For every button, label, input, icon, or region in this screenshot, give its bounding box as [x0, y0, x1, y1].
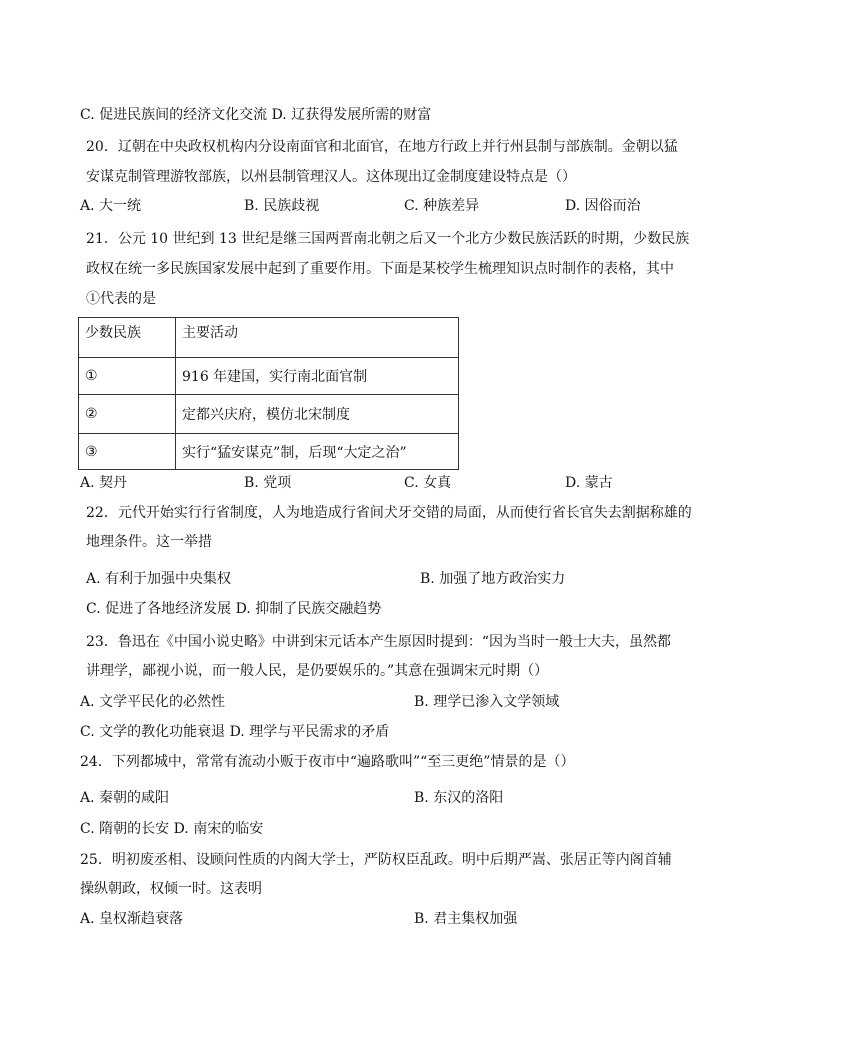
q23-stem-line2: 讲理学，鄙视小说，而一般人民，是仍要娱乐的。”其意在强调宋元时期（） [86, 663, 549, 679]
q25-stem-line1: 25．明初废丞相、设顾问性质的内阁大学士，严防权臣乱政。明中后期严嵩、张居正等内阁首辅 [80, 852, 672, 868]
q19-options-cd: C. 促进民族间的经济文化交流 D. 辽获得发展所需的财富 [80, 107, 432, 123]
q21-option-c: C. 女真 [404, 475, 452, 491]
q21-stem-line2: 政权在统一多民族国家发展中起到了重要作用。下面是某校学生梳理知识点时制作的表格，其中 [86, 261, 674, 277]
q23-options-cd: C. 文学的教化功能衰退 D. 理学与平民需求的矛盾 [80, 724, 390, 740]
table-cell: 916 年建国，实行南北面官制 [176, 358, 459, 395]
q22-stem-line2: 地理条件。这一举措 [86, 534, 212, 550]
q23-stem-line1: 23．鲁迅在《中国小说史略》中讲到宋元话本产生原因时提到：“因为当时一般士大夫，虽然都 [86, 634, 671, 650]
q24-options-cd: C. 隋朝的长安 D. 南宋的临安 [80, 821, 264, 837]
q22-stem-line1: 22．元代开始实行行省制度，人为地造成行省间犬牙交错的局面，从而使行省长官失去割据称雄的 [86, 505, 692, 521]
q21-option-b: B. 党项 [244, 475, 292, 491]
q23-option-b: B. 理学已渗入文学领域 [414, 694, 560, 710]
q25-stem-line2: 操纵朝政，权倾一时。这表明 [80, 881, 262, 897]
q20-option-a: A. 大一统 [80, 198, 142, 214]
q20-stem-line2: 安谋克制管理游牧部族，以州县制管理汉人。这体现出辽金制度建设特点是（） [86, 169, 576, 185]
q21-option-d: D. 蒙古 [565, 475, 613, 491]
table-cell: ② [79, 395, 176, 434]
q22-option-b: B. 加强了地方政治实力 [420, 571, 566, 587]
q25-option-b: B. 君主集权加强 [414, 911, 518, 927]
q21-option-a: A. 契丹 [80, 475, 128, 491]
table-row [79, 358, 459, 395]
q22-option-a: A. 有利于加强中央集权 [86, 571, 232, 587]
q20-option-c: C. 种族差异 [404, 198, 480, 214]
q24-stem-line1: 24．下列都城中，常常有流动小贩于夜市中“遍路歌叫”“至三更绝”情景的是（） [80, 754, 575, 770]
table-cell: 实行“猛安谋克”制，后现“大定之治” [176, 434, 459, 470]
table-row [79, 395, 459, 434]
table-cell: ③ [79, 434, 176, 470]
table-cell: 定都兴庆府，模仿北宋制度 [176, 395, 459, 434]
q20-stem-line1: 20．辽朝在中央政权机构内分设南面官和北面官，在地方行政上并行州县制与部族制。金朝以猛 [86, 139, 678, 155]
table-header-cell: 少数民族 [79, 318, 176, 358]
table-cell: ① [79, 358, 176, 395]
table-header-row [79, 318, 459, 358]
q23-option-a: A. 文学平民化的必然性 [80, 694, 226, 710]
table-header-cell: 主要活动 [176, 318, 459, 358]
q21-stem-line1: 21．公元 10 世纪到 13 世纪是继三国两晋南北朝之后又一个北方少数民族活跃的时期，少数民族 [86, 231, 690, 247]
q20-option-d: D. 因俗而治 [565, 198, 641, 214]
table-row [79, 434, 459, 470]
q22-options-cd: C. 促进了各地经济发展 D. 抑制了民族交融趋势 [86, 601, 382, 617]
q24-option-a: A. 秦朝的咸阳 [80, 790, 170, 806]
q21-stem-line3: ①代表的是 [86, 291, 156, 307]
q24-option-b: B. 东汉的洛阳 [414, 790, 504, 806]
q20-option-b: B. 民族歧视 [244, 198, 320, 214]
q21-table [78, 317, 459, 470]
q25-option-a: A. 皇权渐趋衰落 [80, 911, 184, 927]
